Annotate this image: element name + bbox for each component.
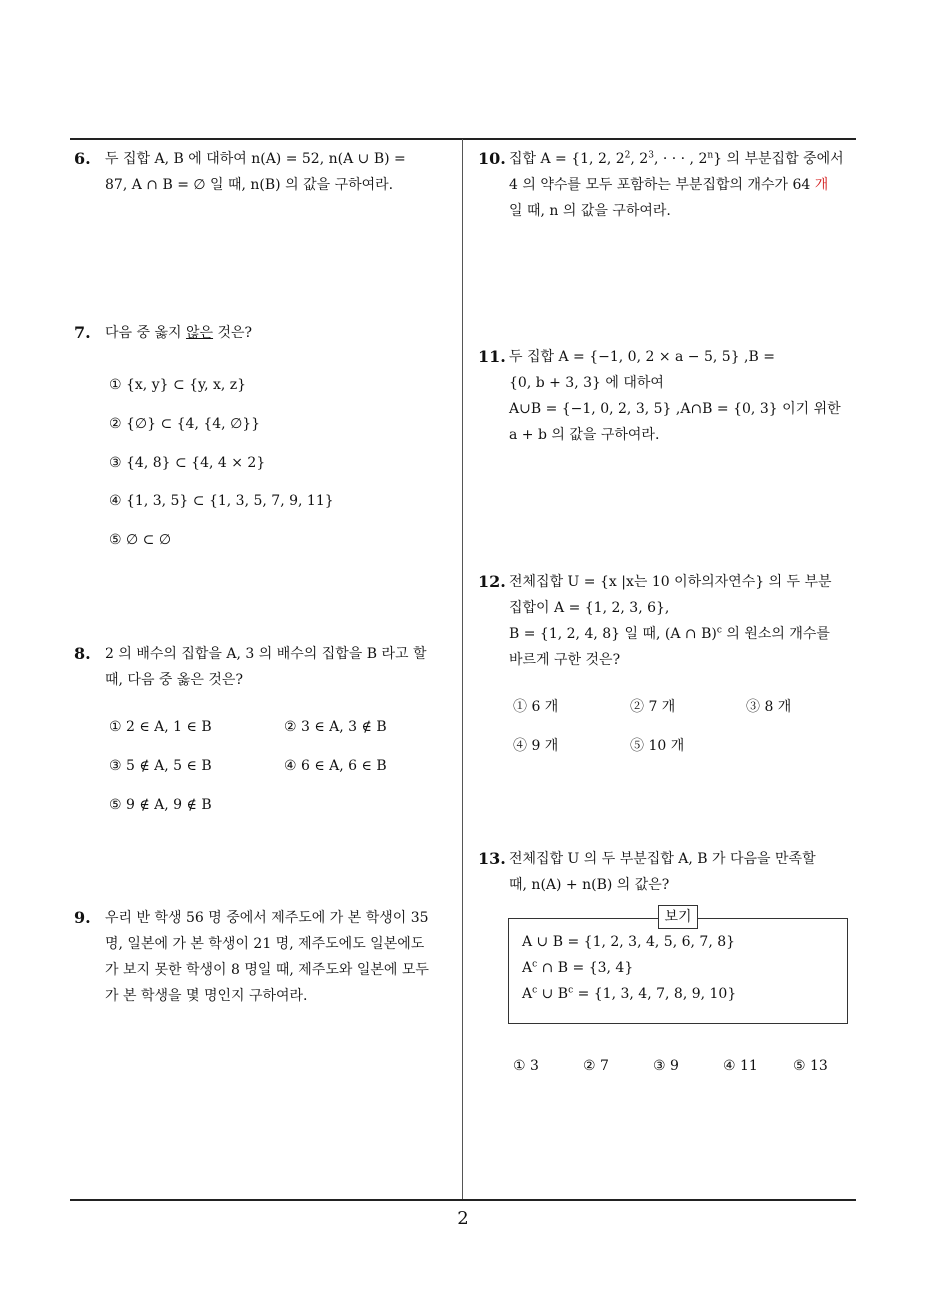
question-line: 두 집합 A, B 에 대하여 n(A) = 52, n(A ∪ B) = <box>105 151 406 167</box>
question-line: {0, b + 3, 3} 에 대하여 <box>509 375 664 391</box>
q13-choice-5[interactable]: ⑤ 13 <box>793 1058 828 1074</box>
text-run: ∪ B <box>537 986 569 1002</box>
question-line: 전체집합 U = {x |x는 10 이하의자연수} 의 두 부분 <box>509 574 832 590</box>
example-line-1: A ∪ B = {1, 2, 3, 4, 5, 6, 7, 8} <box>522 934 736 950</box>
question-line: 우리 반 학생 56 명 중에서 제주도에 가 본 학생이 35 <box>105 910 429 926</box>
text-run: = {1, 3, 4, 7, 8, 9, 10} <box>573 986 737 1002</box>
bottom-rule <box>70 1199 856 1201</box>
choice-4[interactable]: ④ 6 ∈ A, 6 ∈ B <box>284 758 387 774</box>
question-line: 집합이 A = {1, 2, 3, 6}, <box>509 600 670 616</box>
exponent: c <box>568 985 574 996</box>
page-number: 2 <box>457 1208 469 1229</box>
question-7 <box>74 320 458 560</box>
q13-choice-1[interactable]: ① 3 <box>513 1058 539 1074</box>
question-text <box>105 905 429 1009</box>
text-run: B = {1, 2, 4, 8} 일 때, (A ∩ B) <box>509 626 717 642</box>
example-box-label: 보기 <box>658 905 698 929</box>
question-line: 바르게 구한 것은? <box>509 652 621 668</box>
choice-4[interactable]: ④ 9 개 <box>513 738 559 754</box>
choice-2[interactable]: ② 3 ∈ A, 3 ∉ B <box>284 719 387 735</box>
text-run: , 2 <box>630 151 649 167</box>
question-number: 6. <box>74 149 91 168</box>
question-number: 7. <box>74 323 91 342</box>
stem-text: 다음 중 옳지 <box>105 325 186 341</box>
choice-1[interactable]: ① 6 개 <box>513 699 559 715</box>
question-line: 때, 다음 중 옳은 것은? <box>105 672 243 688</box>
question-line: 두 집합 A = {−1, 0, 2 × a − 5, 5} ,B = <box>509 349 775 365</box>
exponent: c <box>716 625 722 636</box>
question-text <box>105 641 427 693</box>
question-text <box>509 344 841 448</box>
question-number: 11. <box>478 347 506 366</box>
question-line: 명, 일본에 가 본 학생이 21 명, 제주도에도 일본에도 <box>105 936 425 952</box>
choice-1[interactable]: ① 2 ∈ A, 1 ∈ B <box>109 719 212 735</box>
choice-5[interactable]: ⑤ 9 ∉ A, 9 ∉ B <box>109 797 212 813</box>
question-number: 13. <box>478 849 506 868</box>
top-rule <box>70 138 856 140</box>
question-8 <box>74 641 458 821</box>
highlighted-word: 개 <box>814 177 829 193</box>
question-text <box>509 846 816 898</box>
choice-3[interactable]: ③ {4, 8} ⊂ {4, 4 × 2} <box>109 455 266 471</box>
choice-2[interactable]: ② {∅} ⊂ {4, {4, ∅}} <box>109 416 261 432</box>
question-text <box>509 146 844 224</box>
choice-5[interactable]: ⑤ 10 개 <box>630 738 685 754</box>
choice-3[interactable]: ③ 8 개 <box>746 699 792 715</box>
exponent: n <box>707 150 714 161</box>
choice-4[interactable]: ④ {1, 3, 5} ⊂ {1, 3, 5, 7, 9, 11} <box>109 493 334 509</box>
question-line: 87, A ∩ B = ∅ 일 때, n(B) 의 값을 구하여라. <box>105 177 394 193</box>
column-divider <box>462 139 463 1200</box>
choice-2[interactable]: ② 7 개 <box>630 699 676 715</box>
text-run: } 의 부분집합 중에서 <box>713 151 844 167</box>
text-run: A <box>522 986 533 1002</box>
text-run: 4 의 약수를 모두 포함하는 부분집합의 개수가 64 <box>509 177 815 193</box>
question-line <box>509 172 844 198</box>
question-line <box>105 320 252 346</box>
question-line: 가 보지 못한 학생이 8 명일 때, 제주도와 일본에 모두 <box>105 962 429 978</box>
question-number: 8. <box>74 644 91 663</box>
q13-choice-4[interactable]: ④ 11 <box>723 1058 758 1074</box>
text-run: 집합 A = {1, 2, 2 <box>509 151 625 167</box>
stem-text: 것은? <box>213 325 253 341</box>
choice-5[interactable]: ⑤ ∅ ⊂ ∅ <box>109 532 172 548</box>
text-run: 의 원소의 개수를 <box>721 626 830 642</box>
choice-3[interactable]: ③ 5 ∉ A, 5 ∈ B <box>109 758 212 774</box>
question-line: 가 본 학생을 몇 명인지 구하여라. <box>105 988 308 1004</box>
question-text <box>105 320 252 346</box>
question-line: 2 의 배수의 집합을 A, 3 의 배수의 집합을 B 라고 할 <box>105 646 427 662</box>
question-line: 때, n(A) + n(B) 의 값은? <box>509 877 670 893</box>
question-text <box>509 569 832 673</box>
question-line <box>509 621 832 647</box>
q13-choice-2[interactable]: ② 7 <box>583 1058 609 1074</box>
text-run: A <box>522 960 533 976</box>
question-12 <box>478 569 862 769</box>
exponent: c <box>532 959 538 970</box>
choice-1[interactable]: ① {x, y} ⊂ {y, x, z} <box>109 377 247 393</box>
text-run: ∩ B = {3, 4} <box>537 960 634 976</box>
text-run: , · · · , 2 <box>653 151 708 167</box>
question-line: 전체집합 U 의 두 부분집합 A, B 가 다음을 만족할 <box>509 851 816 867</box>
question-line: A∪B = {−1, 0, 2, 3, 5} ,A∩B = {0, 3} 이기 위한 <box>509 401 841 417</box>
exponent: 3 <box>648 150 654 161</box>
example-line-2 <box>522 960 633 976</box>
question-text <box>105 146 406 198</box>
exponent: c <box>532 985 538 996</box>
example-line-3 <box>522 986 736 1002</box>
question-line: a + b 의 값을 구하여라. <box>509 427 660 443</box>
question-number: 10. <box>478 149 506 168</box>
exponent: 2 <box>624 150 631 161</box>
question-number: 12. <box>478 572 506 591</box>
question-number: 9. <box>74 908 91 927</box>
question-line: 일 때, n 의 값을 구하여라. <box>509 203 671 219</box>
question-line <box>509 146 844 172</box>
q13-choice-3[interactable]: ③ 9 <box>653 1058 679 1074</box>
underlined-word: 않은 <box>185 325 214 341</box>
